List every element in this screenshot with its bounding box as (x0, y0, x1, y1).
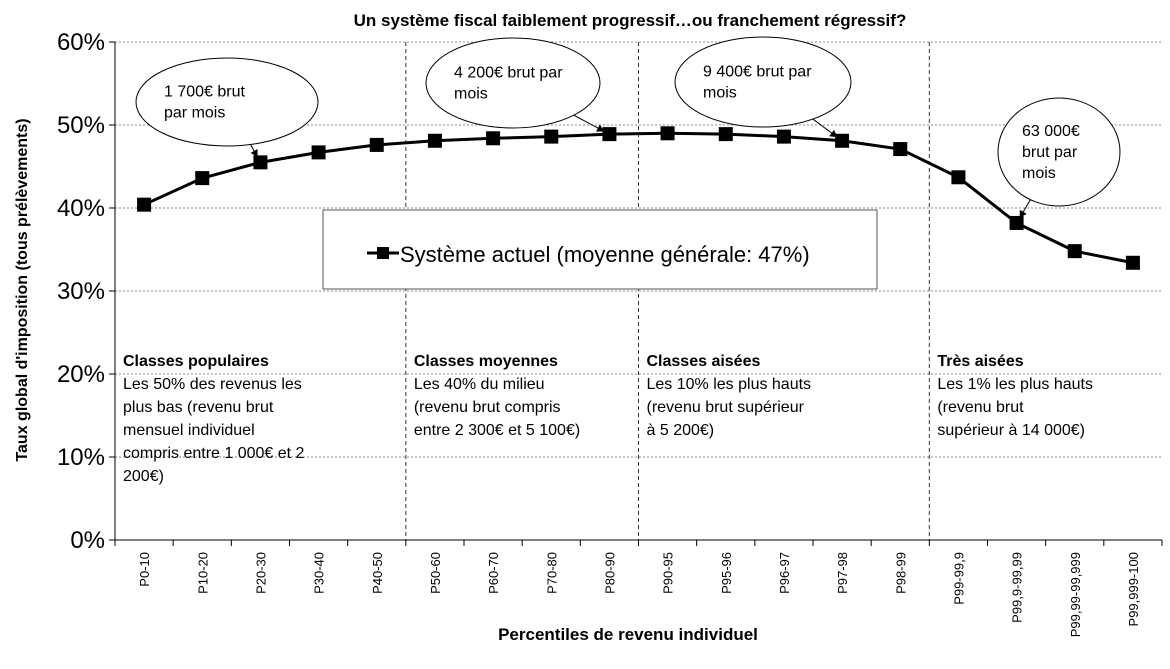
callout-bubble (426, 38, 600, 128)
legend (323, 210, 877, 289)
group-description-line: 200€) (123, 468, 164, 485)
x-tick-label: P90-95 (660, 552, 676, 594)
group-title: Classes populaires (123, 353, 269, 370)
callout-text-line: par mois (164, 104, 226, 122)
group-description-line: supérieur à 14 000€) (937, 422, 1085, 439)
data-point (602, 127, 616, 141)
income-groups (123, 353, 1093, 485)
x-axis-label: Percentiles de revenu individuel (498, 625, 758, 644)
x-tick-label: P99,9-99,99 (1009, 551, 1025, 623)
data-point (195, 171, 209, 185)
x-tick-label: P97-98 (835, 552, 851, 594)
x-tick-label: P99-99,9 (951, 552, 967, 605)
x-tick-label: P20-30 (253, 552, 269, 594)
data-point (486, 131, 500, 145)
group-description-line: plus bas (revenu brut (123, 399, 274, 416)
data-point (951, 170, 965, 184)
data-point (661, 126, 675, 140)
data-point (137, 198, 151, 212)
group-description-line: entre 2 300€ et 5 100€) (413, 422, 581, 439)
x-tick-label: P80-90 (602, 552, 618, 594)
data-point (1010, 216, 1024, 230)
chart-title: Un système fiscal faiblement progressif…ou franchement régressif? (353, 11, 907, 30)
data-point (893, 142, 907, 156)
data-point (1068, 244, 1082, 258)
y-tick-label: 50% (56, 112, 105, 139)
legend-marker-swatch (377, 247, 389, 259)
x-axis-ticks (115, 540, 1162, 637)
x-tick-label: P98-99 (893, 552, 909, 594)
y-axis-ticks (57, 29, 115, 554)
x-tick-label: P10-20 (195, 552, 211, 594)
x-tick-label: P95-96 (718, 552, 734, 594)
data-point (312, 145, 326, 159)
x-tick-label: P30-40 (311, 552, 327, 594)
x-tick-label: P0-10 (137, 552, 153, 587)
group-description-line: à 5 200€) (646, 422, 715, 439)
callout-text-line: 63 000€ (1022, 123, 1080, 140)
data-point (253, 155, 267, 169)
group-description-line: Les 40% du milieu (413, 376, 545, 393)
callout-text-line: mois (1022, 165, 1056, 182)
data-point (544, 130, 558, 144)
callout-text-line: brut par (1022, 144, 1078, 161)
data-point (370, 138, 384, 152)
x-tick-label: P60-70 (486, 552, 502, 594)
x-tick-label: P50-60 (427, 552, 443, 594)
callout-text-line: 4 200€ brut par (454, 64, 563, 82)
group-description-line: Les 1% les plus hauts (937, 376, 1093, 393)
data-point (835, 134, 849, 148)
y-tick-label: 0% (70, 527, 105, 554)
group-description-line: compris entre 1 000€ et 2 (123, 445, 305, 462)
y-tick-label: 10% (56, 444, 105, 471)
group-description-line: (revenu brut compris (413, 399, 561, 416)
x-tick-label: P96-97 (776, 552, 792, 594)
callout-text-line: mois (454, 85, 488, 103)
data-point (428, 134, 442, 148)
callout-text-line: 1 700€ brut (164, 83, 245, 101)
group-description-line: mensuel individuel (123, 422, 255, 439)
data-point (1126, 256, 1140, 270)
callout-bubble (675, 37, 851, 127)
y-tick-label: 60% (56, 29, 105, 56)
y-tick-label: 40% (56, 195, 105, 222)
callout-bubble (136, 58, 318, 146)
y-tick-label: 20% (56, 361, 105, 388)
x-tick-label: P99,99-99,999 (1067, 552, 1083, 638)
group-title: Classes moyennes (413, 353, 558, 370)
data-point (719, 127, 733, 141)
group-description-line: Les 10% les plus hauts (646, 376, 812, 393)
y-axis-label: Taux global d'imposition (tous prélèvements) (14, 118, 31, 462)
group-title: Très aisées (937, 353, 1024, 370)
group-description-line: (revenu brut (937, 399, 1024, 416)
callout-text-line: mois (703, 84, 737, 102)
x-tick-label: P99,999-100 (1125, 552, 1141, 627)
callout-text-line: 9 400€ brut par (703, 63, 812, 81)
group-description-line: Les 50% des revenus les (123, 376, 302, 393)
group-description-line: (revenu brut supérieur (646, 399, 804, 416)
x-tick-label: P40-50 (369, 552, 385, 594)
y-tick-label: 30% (56, 278, 105, 305)
legend-label: Système actuel (moyenne générale: 47%) (400, 242, 810, 267)
group-title: Classes aisées (646, 353, 761, 370)
x-tick-label: P70-80 (544, 552, 560, 594)
data-point (777, 130, 791, 144)
callouts (136, 37, 1120, 218)
